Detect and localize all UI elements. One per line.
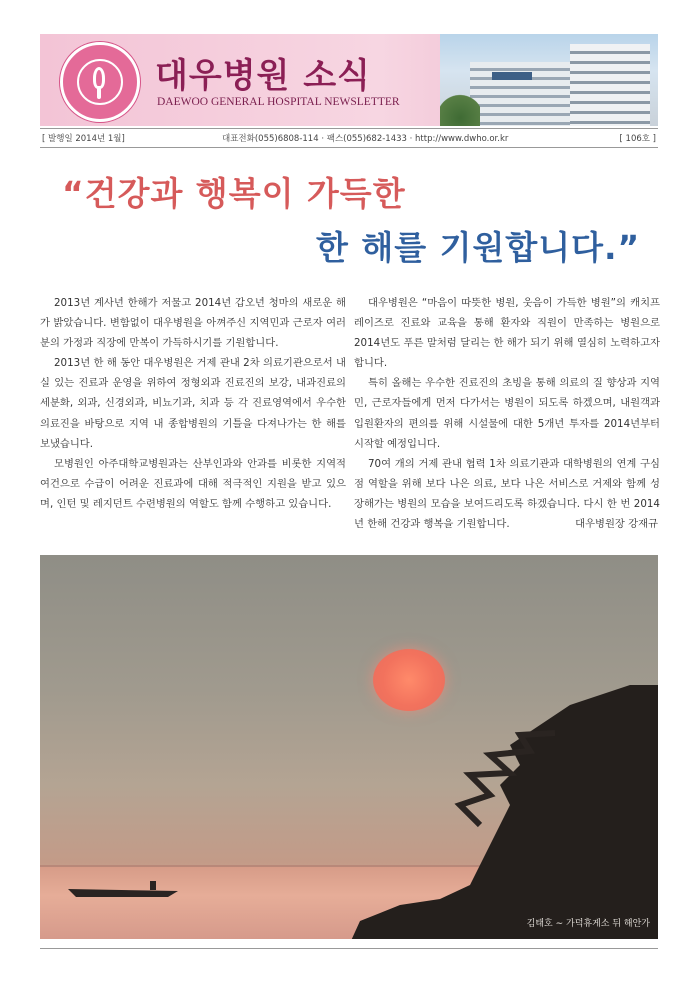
contact-info: 대표전화(055)6808-114 · 팩스(055)682-1433 · http://www.dwho.or.kr [222, 134, 509, 144]
newsletter-title: 대우병원 소식 [155, 56, 371, 96]
logo-emblem-icon [77, 59, 123, 105]
issue-number: [ 106호 ] [619, 134, 656, 144]
sunset-photo [40, 555, 658, 939]
paragraph: 2013년 한 해 동안 대우병원은 거제 관내 2차 의료기관으로서 내실 있는 진료과 운영을 위하여 정형외과 진료진의 보강, 내과진료의 세분화, 외과, 신경외과, 비뇨기과, 치과 등 각 진료영역에서 우수한 의료진을 바탕으로 지역 내 종합병원의 기틀을 다져나가는 한 해를 보냈습니다. [40, 357, 346, 450]
article-column-right [354, 293, 660, 534]
building-tower [570, 44, 650, 126]
hospital-building-photo [440, 34, 658, 126]
headline-line-1: “건강과 행복이 가득한 [62, 174, 406, 213]
newsletter-subtitle: DAEWOO GENERAL HOSPITAL NEWSLETTER [157, 96, 400, 108]
paragraph: 2013년 계사년 한해가 저물고 2014년 갑오년 청마의 새로운 해가 밝았습니다. 변함없이 대우병원을 아껴주신 지역민과 근로자 여러분의 가정과 직장에 만복이 가득하시기를 기원합니다. [40, 297, 346, 350]
headline [0, 160, 700, 270]
hospital-logo [60, 42, 140, 122]
bottom-divider [40, 948, 658, 949]
paragraph: 특히 올해는 우수한 진료진의 초빙을 통해 의료의 질 향상과 지역민, 근로자들에게 먼저 다가서는 병원이 되도록 하겠으며, 내원객과 입원환자의 편의를 위해 시설물에 대한 5개년 투자를 2014년부터 시작할 예정입니다. [354, 377, 660, 450]
director-signature: 대우병원장 강재규 [575, 518, 658, 530]
paragraph: 70여 개의 거제 관내 협력 1차 의료기관과 대학병원의 연계 구심점 역할을 위해 보다 나은 의료, 보다 나은 서비스로 거제와 함께 성장해가는 병원의 모습을 보여드리도록 하겠습니다. 다시 한 번 2014년 한해 건강과 행복을 기원합니다. [354, 457, 660, 531]
issue-info-bar [40, 128, 658, 148]
paragraph: 모병원인 아주대학교병원과는 산부인과와 안과를 비롯한 지역적 여건으로 수급이 어려운 진료과에 대해 적극적인 지원을 받고 있으며, 인턴 및 레지던트 수련병원의 역할도 함께 수행하고 있습니다. [40, 457, 346, 510]
issue-date: [ 발행일 2014년 1월] [42, 134, 125, 144]
newsletter-banner [40, 34, 658, 126]
paragraph: 대우병원은 “마음이 따뜻한 병원, 웃음이 가득한 병원”의 캐치프레이즈로 진료와 교육을 통해 환자와 직원이 만족하는 병원으로 2014년도 푸른 말처럼 달리는 한 해가 되기 위해 열심히 노력하고자 합니다. [354, 297, 660, 370]
boat-silhouette [68, 881, 188, 899]
building-sign [492, 72, 532, 80]
tree-shape [440, 86, 480, 126]
photo-caption: 김태호 ∼ 가덕휴게소 뒤 해안가 [526, 919, 650, 929]
headline-line-2: 한 해를 기원합니다.” [316, 228, 641, 267]
island-silhouette [340, 685, 658, 939]
article-column-left [40, 293, 346, 514]
